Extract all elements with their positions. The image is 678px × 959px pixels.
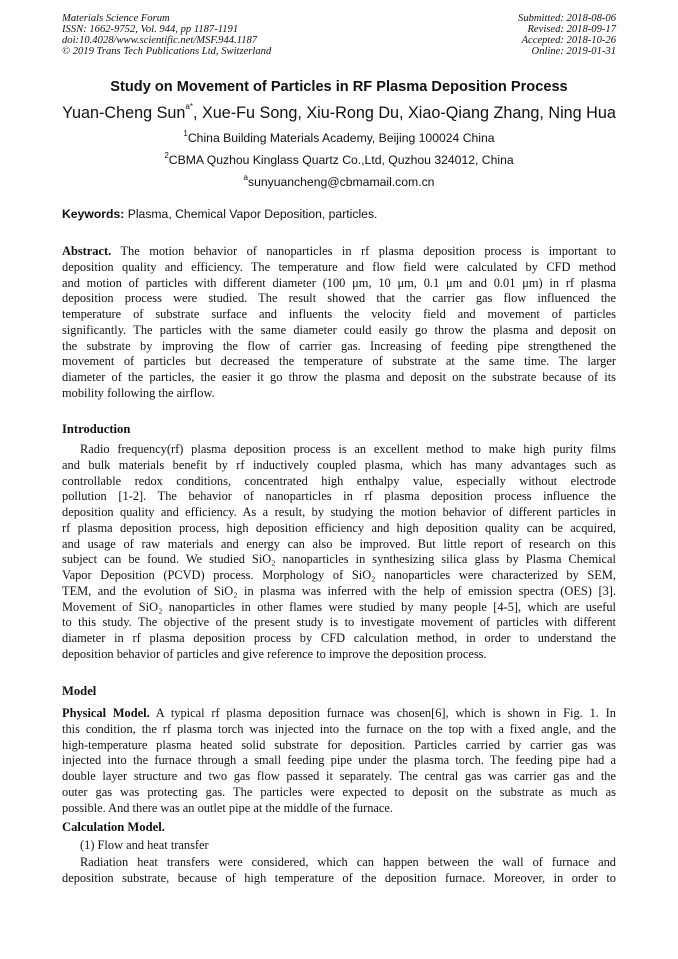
revised-date: Revised: 2018-09-17 (527, 24, 616, 35)
text-line: double layer structure and two gas flow passed it separately. The central gas was carrier gas and the (62, 769, 616, 783)
text-line: controllable redox conditions, concentrated high enthalpy value, especially without electrode (62, 473, 616, 488)
physical-model-paragraph (62, 706, 616, 816)
text-line: high-temperature plasma heated solid substrate for deposition. Particles carried by carrier gas was (62, 737, 616, 752)
text-line: subject can be found. We studied SiO₂ nanoparticles in synthesizing silica glass by Plasma Chemical (62, 552, 616, 567)
aff-text: China Building Materials Academy, Beijing 100024 China (187, 131, 495, 145)
text-line: Movement of SiO₂ nanoparticles in other flames were studied by many people [4-5], which are useful (62, 599, 616, 614)
author-sup: a* (185, 102, 193, 111)
journal-name: Materials Science Forum (62, 13, 170, 24)
flow-heat-subheading: (1) Flow and heat transfer (80, 838, 209, 852)
issn: ISSN: 1662-9752, Vol. 944, pp 1187-1191 (62, 24, 239, 35)
text-line: TEM, and the evolution of SiO₂ in plasma was inferred with the help of emission spectra (OES) [3]. (62, 583, 616, 598)
text-line: deposition quality and efficiency. As a result, by studying the motion behavior of different particles in (62, 505, 616, 519)
copyright: © 2019 Trans Tech Publications Ltd, Switzerland (62, 46, 272, 57)
aff-text: CBMA Quzhou Kinglass Quartz Co.,Ltd, Quzhou 324012, China (168, 153, 514, 167)
online-date: Online: 2019-01-31 (531, 46, 616, 57)
text-line: diameter in rf plasma deposition process by CFD calculation method, in order to understand the (62, 631, 616, 645)
text-line: outer gas was protecting gas. The particles were expected to deposit on the substrate as much as (62, 784, 616, 799)
text-line: and bulk materials benefit by rf inductively coupled plasma, which has many advantages such as (62, 457, 616, 472)
text-line: and motion of particles with different diameter (100 μm, 10 μm, 0.1 μm and 0.01 μm) in rf plasma (62, 275, 616, 290)
email (0, 175, 678, 189)
text-line: Radio frequency(rf) plasma deposition process is an excellent method to make high purity films (80, 442, 616, 456)
text-line: deposition behavior of particles and give reference to improve the deposition process. (62, 646, 487, 661)
run-in-heading: Abstract. (62, 244, 112, 258)
dates (518, 13, 616, 57)
text-line: pollution [1-2]. The behavior of nanoparticles in rf plasma deposition process influence the (62, 489, 616, 504)
aff-sup: a (243, 173, 248, 182)
accepted-date: Accepted: 2018-10-26 (521, 35, 616, 46)
authors (0, 104, 678, 123)
text-line: and usage of raw materials and energy can also be improved. But little report of research on this (62, 536, 616, 551)
submitted-date: Submitted: 2018-08-06 (518, 13, 616, 24)
text-line: Vapor Deposition (PCVD) process. Morphology of SiO₂ nanoparticles were characterized by SEM, (62, 568, 616, 582)
text-line: this condition, the rf plasma torch was injected into the furnace on the top with a fixed angle, and the (62, 721, 616, 736)
affiliation-1 (0, 131, 678, 145)
text-line: deposition quality and efficiency. The temperature and flow field were calculated by CFD method (62, 259, 616, 274)
text-line: movement of particles but decreased the temperature of substrate at the same time. The larger (62, 354, 616, 369)
text-line: rf plasma deposition process, high deposition efficiency and high deposition quality can be acquired, (62, 520, 616, 535)
text-line: to this study. The objective of the present study is to investigate movement of particles with different (62, 615, 616, 630)
run-in-heading: Physical Model. (62, 706, 150, 720)
text-line: Physical Model. A typical rf plasma deposition furnace was chosen[6], which is shown in Fig. 1. In (62, 706, 616, 720)
introduction-paragraph (62, 442, 616, 663)
text-line: deposition process were studied. The result showed that the carrier gas flow influenced the (62, 291, 616, 306)
aff-sup: 1 (183, 129, 188, 138)
text-line: mobility following the airflow. (62, 385, 215, 400)
keywords-text: Plasma, Chemical Vapor Deposition, particles. (124, 207, 378, 221)
text-line: Radiation heat transfers were considered, which can happen between the wall of furnace and (80, 855, 616, 869)
journal-info (62, 13, 271, 57)
section-heading-model: Model (62, 684, 97, 698)
keywords-label: Keywords: (62, 207, 125, 221)
author-rest: , Xue-Fu Song, Xiu-Rong Du, Xiao-Qiang Zhang, Ning Hua (192, 104, 616, 122)
doi: doi:10.4028/www.scientific.net/MSF.944.1187 (62, 35, 258, 46)
keywords (62, 207, 377, 221)
text-line: injected into the furnace through a small feeding pipe under the plasma torch. The feeding pipe had a (62, 753, 616, 768)
text-line: significantly. The particles with the same diameter could easily go throw the plasma and deposit on (62, 322, 616, 337)
author-first: Yuan-Cheng Sun (62, 104, 186, 122)
text-line: diameter of the particles, the easier it go throw the plasma and deposit on the substrate because of its (62, 370, 616, 384)
aff-sup: 2 (164, 151, 169, 160)
text-line: temperature of substrate surface and influents the velocity field and movement of particles (62, 307, 616, 321)
subsection-heading-calculation-model: Calculation Model. (62, 820, 165, 834)
text-line: Abstract. The motion behavior of nanoparticles in rf plasma deposition process is important to (62, 244, 616, 258)
email-text: sunyuancheng@cbmamail.com.cn (247, 175, 435, 189)
section-heading-introduction: Introduction (62, 422, 131, 436)
text-line: the substrate by improving the flow of carrier gas. Increasing of feeding pipe strengthened the (62, 338, 616, 353)
text-line: possible. And there was an outlet pipe at the middle of the furnace. (62, 800, 394, 815)
abstract (62, 244, 616, 402)
calculation-paragraph (62, 855, 616, 887)
text-line: deposition substrate, because of high temperature of the deposition furnace. Moreover, in order to (62, 870, 616, 885)
affiliation-2 (0, 153, 678, 167)
paper-title: Study on Movement of Particles in RF Plasma Deposition Process (110, 79, 568, 95)
